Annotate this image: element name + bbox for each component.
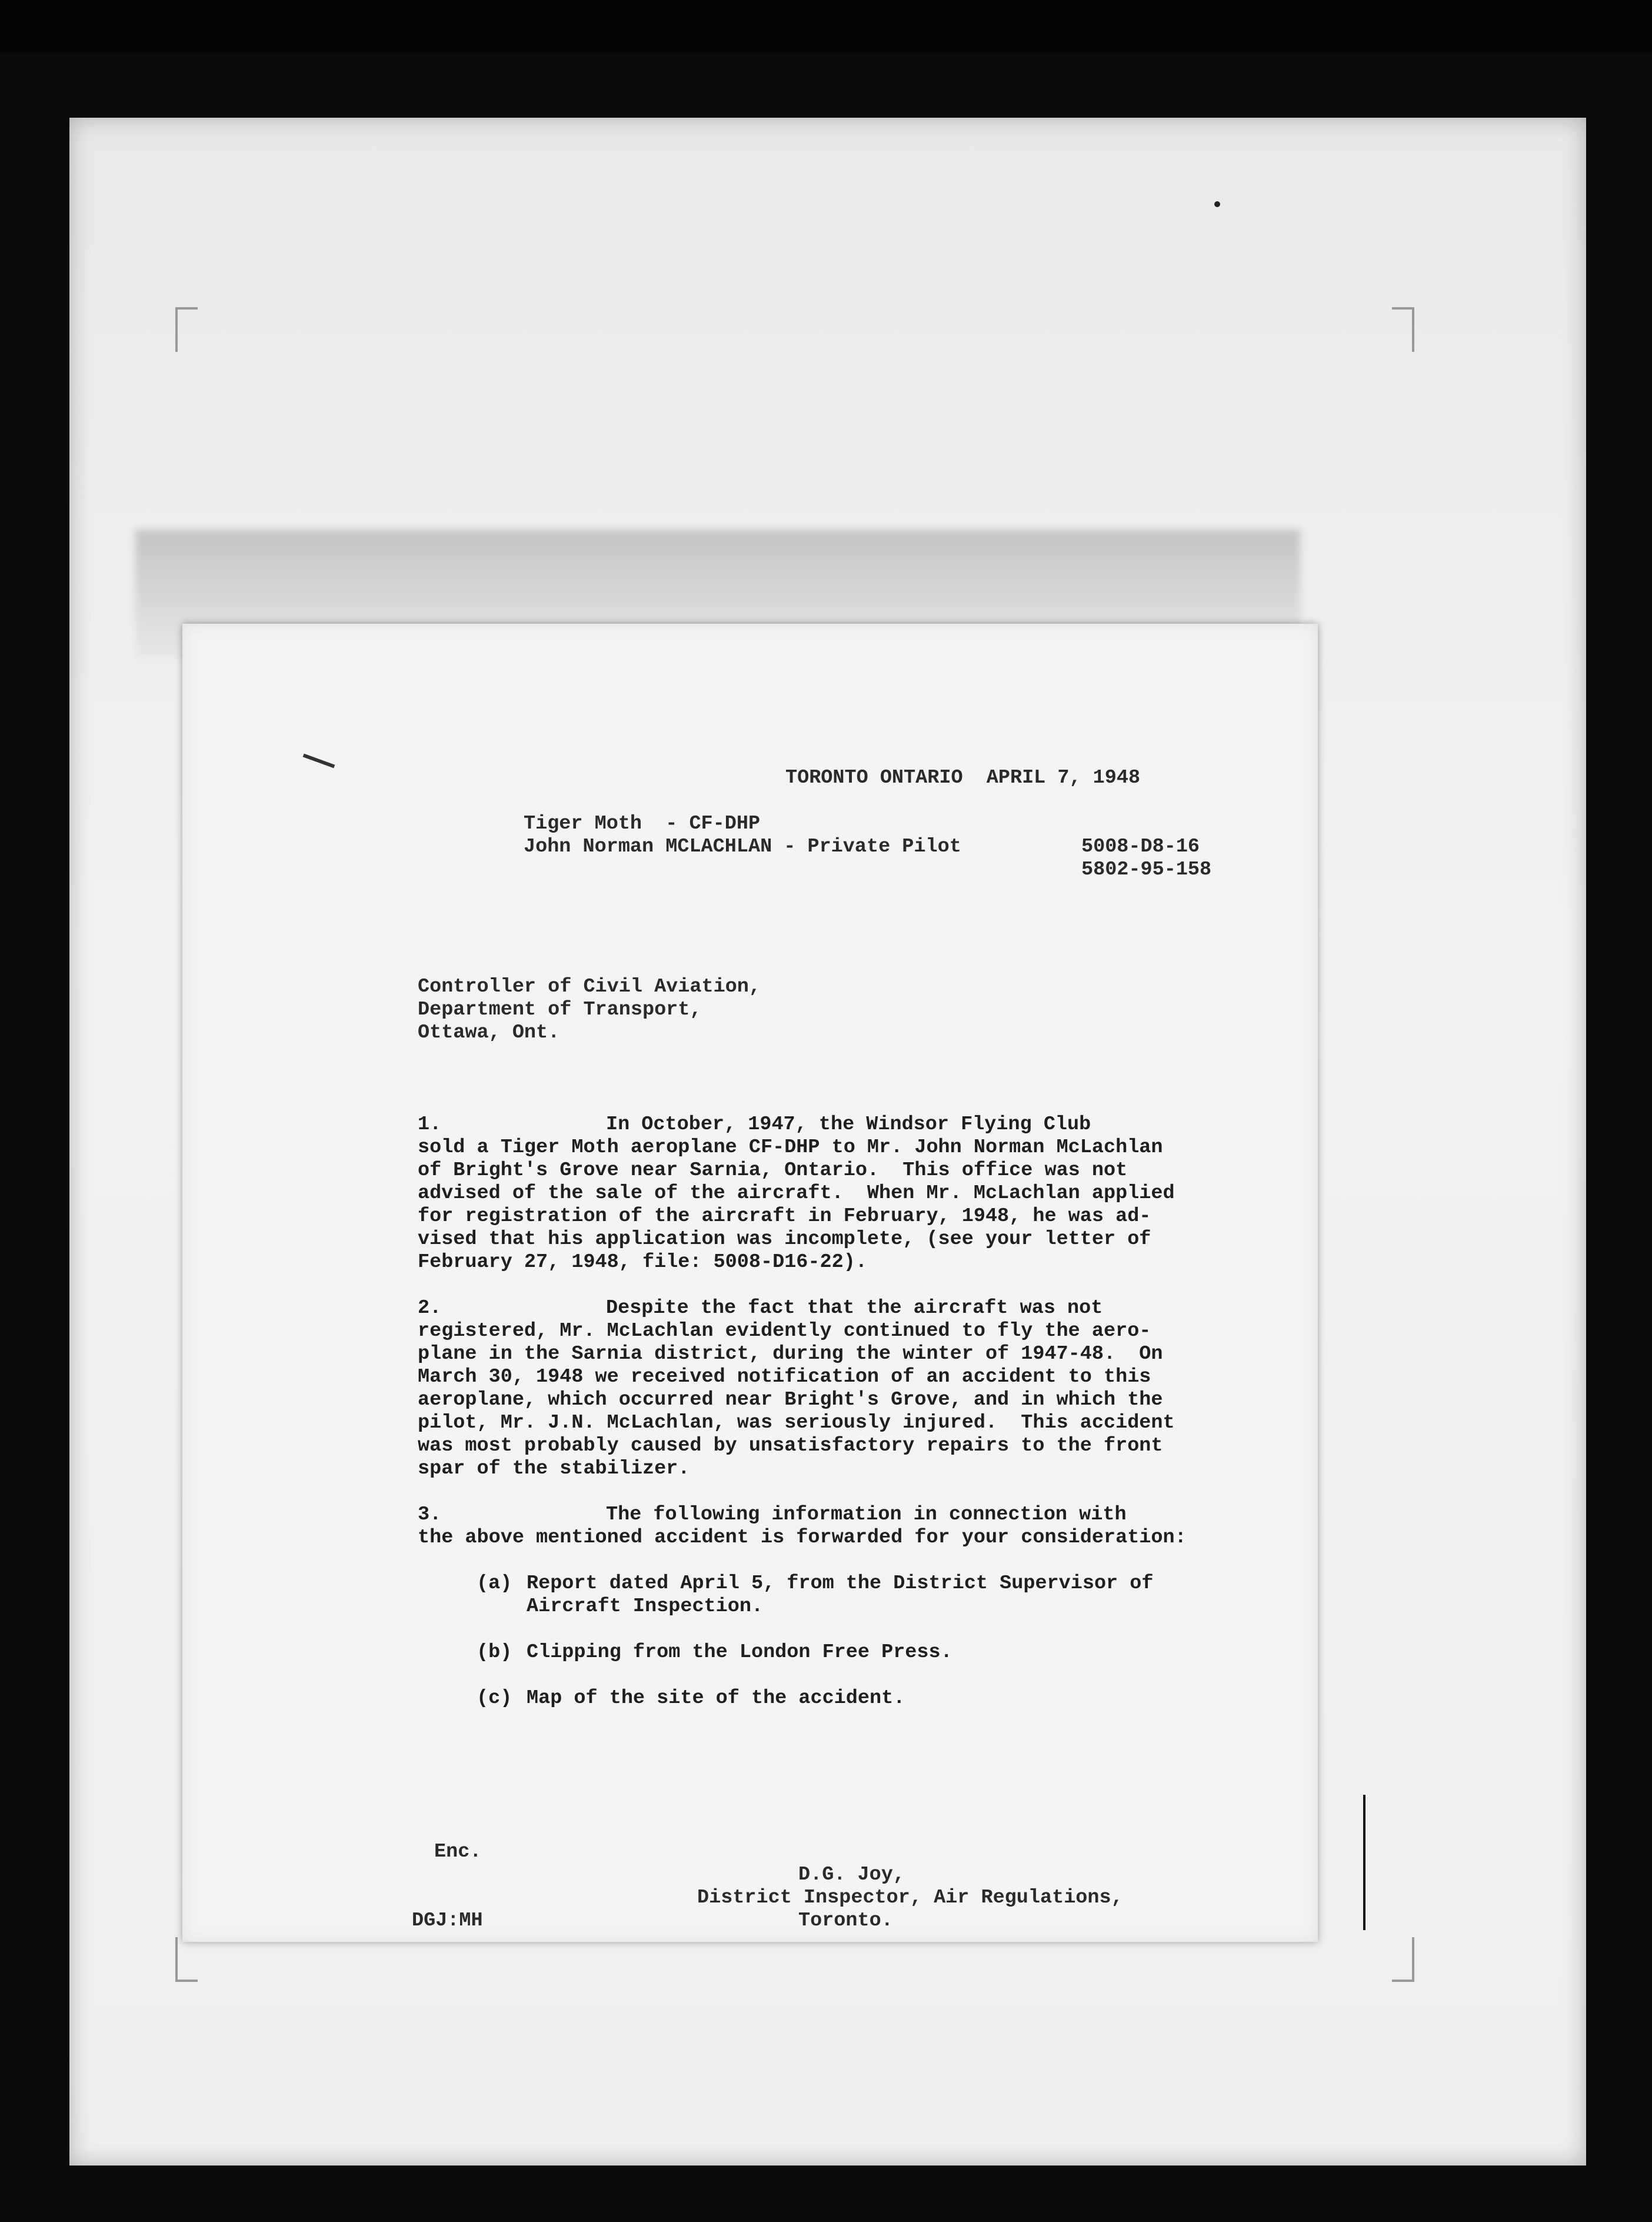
paragraph-3-line-1: The following information in connection with xyxy=(606,1503,1127,1526)
paragraph-1-line-4: advised of the sale of the aircraft. When Mr. McLachlan applied xyxy=(418,1182,1175,1205)
file-ref-1: 5008-D8-16 xyxy=(1081,836,1200,858)
crop-mark-bottom-right xyxy=(1392,1937,1414,1982)
item-b-line-1: Clipping from the London Free Press. xyxy=(527,1641,952,1664)
file-ref-2: 5802-95-158 xyxy=(1081,859,1212,881)
crop-mark-bottom-left xyxy=(175,1937,198,1982)
item-label: (b) xyxy=(477,1641,512,1664)
paragraph-2-line-6: pilot, Mr. J.N. McLachlan, was seriously injured. This accident xyxy=(418,1412,1175,1434)
item-a-line-2: Aircraft Inspection. xyxy=(527,1595,764,1618)
paragraph-3-line-2: the above mentioned accident is forwarded for your consideration: xyxy=(418,1526,1187,1549)
paragraph-1-line-7: February 27, 1948, file: 5008-D16-22). xyxy=(418,1251,867,1273)
signature-title: District Inspector, Air Regulations, xyxy=(697,1887,1123,1909)
paragraph-2-line-5: aeroplane, which occurred near Bright's Grove, and in which the xyxy=(418,1389,1163,1411)
enclosure-note: Enc. xyxy=(434,1841,482,1863)
crop-mark-top-left xyxy=(175,307,198,352)
signature-name: D.G. Joy, xyxy=(798,1864,905,1886)
item-label: (a) xyxy=(477,1572,512,1595)
signature-location: Toronto. xyxy=(798,1910,893,1932)
item-c-line-1: Map of the site of the accident. xyxy=(527,1687,905,1709)
paragraph-number: 1. xyxy=(418,1113,442,1136)
item-a-line-1: Report dated April 5, from the District Supervisor of xyxy=(527,1572,1154,1595)
paragraph-number: 2. xyxy=(418,1297,442,1319)
addressee-line-3: Ottawa, Ont. xyxy=(418,1022,560,1044)
paragraph-number: 3. xyxy=(418,1503,442,1526)
subject-line-1: Tiger Moth - CF-DHP xyxy=(524,813,761,835)
paragraph-2-line-2: registered, Mr. McLachlan evidently continued to fly the aero- xyxy=(418,1320,1151,1342)
margin-line xyxy=(1363,1795,1365,1930)
dateline: TORONTO ONTARIO APRIL 7, 1948 xyxy=(785,767,1141,789)
addressee-line-2: Department of Transport, xyxy=(418,999,702,1021)
paragraph-2-line-3: plane in the Sarnia district, during the winter of 1947-48. On xyxy=(418,1343,1163,1365)
dust-speck xyxy=(1214,201,1220,207)
crop-mark-top-right xyxy=(1392,307,1414,352)
paragraph-2-line-4: March 30, 1948 we received notification of an accident to this xyxy=(418,1366,1151,1388)
paragraph-2-line-1: Despite the fact that the aircraft was not xyxy=(606,1297,1103,1319)
paragraph-1-line-5: for registration of the aircraft in February, 1948, he was ad- xyxy=(418,1205,1151,1228)
typist-initials: DGJ:MH xyxy=(412,1910,483,1932)
film-edge xyxy=(0,0,1652,53)
subject-line-2: John Norman MCLACHLAN - Private Pilot xyxy=(524,836,961,858)
paragraph-1-line-6: vised that his application was incomplete, (see your letter of xyxy=(418,1228,1151,1250)
paragraph-1-line-1: In October, 1947, the Windsor Flying Club xyxy=(606,1113,1091,1136)
addressee-line-1: Controller of Civil Aviation, xyxy=(418,976,761,998)
paragraph-1-line-3: of Bright's Grove near Sarnia, Ontario. This office was not xyxy=(418,1159,1128,1182)
paragraph-2-line-7: was most probably caused by unsatisfactory repairs to the front xyxy=(418,1435,1163,1457)
item-label: (c) xyxy=(477,1687,512,1709)
paragraph-2-line-8: spar of the stabilizer. xyxy=(418,1458,690,1480)
paragraph-1-line-2: sold a Tiger Moth aeroplane CF-DHP to Mr. John Norman McLachlan xyxy=(418,1136,1163,1159)
